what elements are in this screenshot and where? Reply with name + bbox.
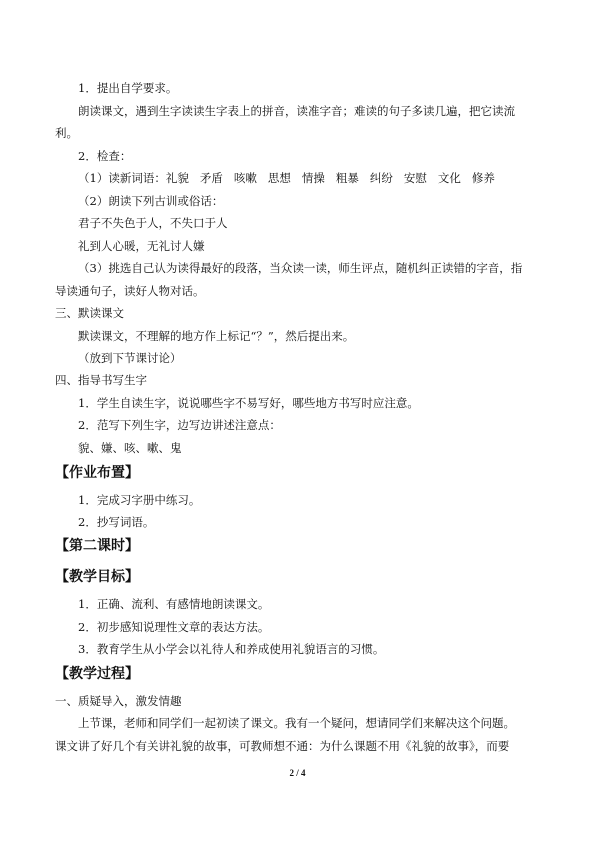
check-item-2-3-line-1: （3）挑选自己认为读得最好的段落，当众读一读，师生评点，随机纠正读错的字音，指 [78, 261, 523, 275]
reading-instruction-line-2: 利。 [55, 126, 78, 140]
saying-1: 君子不失色于人，不失口于人 [78, 216, 228, 230]
goal-item-1: 1．正确、流利、有感情地朗读课文。 [78, 597, 270, 611]
homework-heading: 【作业布置】 [55, 465, 139, 481]
page-number: 2 / 4 [289, 768, 306, 778]
process-section-1-title: 一、质疑导入，激发情趣 [55, 694, 182, 708]
teaching-process-heading: 【教学过程】 [55, 666, 139, 682]
vocab-word: 咳嗽 [233, 171, 257, 185]
check-item-2: 2．检查： [78, 149, 132, 163]
vocab-word: 纠纷 [369, 171, 393, 185]
vocab-prefix: （1）读新词语： [78, 171, 166, 185]
vocab-word: 矛盾 [199, 171, 223, 185]
process-line-2: 课文讲了好几个有关讲礼貌的故事，可教师想不通：为什么课题不用《礼貌的故事》，而要 [55, 739, 510, 753]
section-3-line-1: 默读课文，不理解的地方作上标记“？”，然后提出来。 [78, 329, 355, 343]
goal-item-2: 2．初步感知说理性文章的表达方法。 [78, 620, 270, 634]
vocab-word: 思想 [267, 171, 291, 185]
section-4-item-1: 1．学生自读生字，说说哪些字不易写好，哪些地方书写时应注意。 [78, 396, 419, 410]
self-study-item-1: 1．提出自学要求。 [78, 81, 178, 95]
reading-instruction-line-1: 朗读课文，遇到生字读读生字表上的拼音，读准字音；难读的句子多读几遍，把它读流 [78, 104, 515, 118]
homework-item-2: 2．抄写词语。 [78, 515, 155, 529]
homework-item-1: 1．完成习字册中练习。 [78, 493, 201, 507]
section-3-title: 三、默读课文 [55, 306, 124, 320]
lesson-2-heading: 【第二课时】 [55, 538, 139, 554]
vocab-line [78, 170, 506, 186]
section-4-chars: 貌、嫌、咳、嗽、鬼 [78, 441, 182, 455]
goal-item-3: 3．教育学生从小学会以礼待人和养成使用礼貌语言的习惯。 [78, 642, 385, 656]
vocab-word: 情操 [301, 171, 325, 185]
process-line-1: 上节课，老师和同学们一起初读了课文。我有一个疑问，想请同学们来解决这个问题。 [78, 716, 515, 730]
vocab-word: 文化 [437, 171, 461, 185]
section-3-line-2: （放到下节课讨论） [78, 351, 182, 365]
vocab-word: 安慰 [403, 171, 427, 185]
section-4-item-2: 2．范写下列生字，边写边讲述注意点： [78, 418, 281, 432]
teaching-goals-heading: 【教学目标】 [55, 569, 139, 585]
vocab-word: 礼貌 [165, 171, 189, 185]
section-4-title: 四、指导书写生字 [55, 373, 147, 387]
check-item-2-2: （2）朗读下列古训或俗话： [78, 194, 224, 208]
vocab-word: 修养 [471, 171, 495, 185]
check-item-2-3-line-2: 导读通句子，读好人物对话。 [55, 284, 205, 298]
saying-2: 礼到人心暖，无礼讨人嫌 [78, 239, 205, 253]
vocab-word: 粗暴 [335, 171, 359, 185]
